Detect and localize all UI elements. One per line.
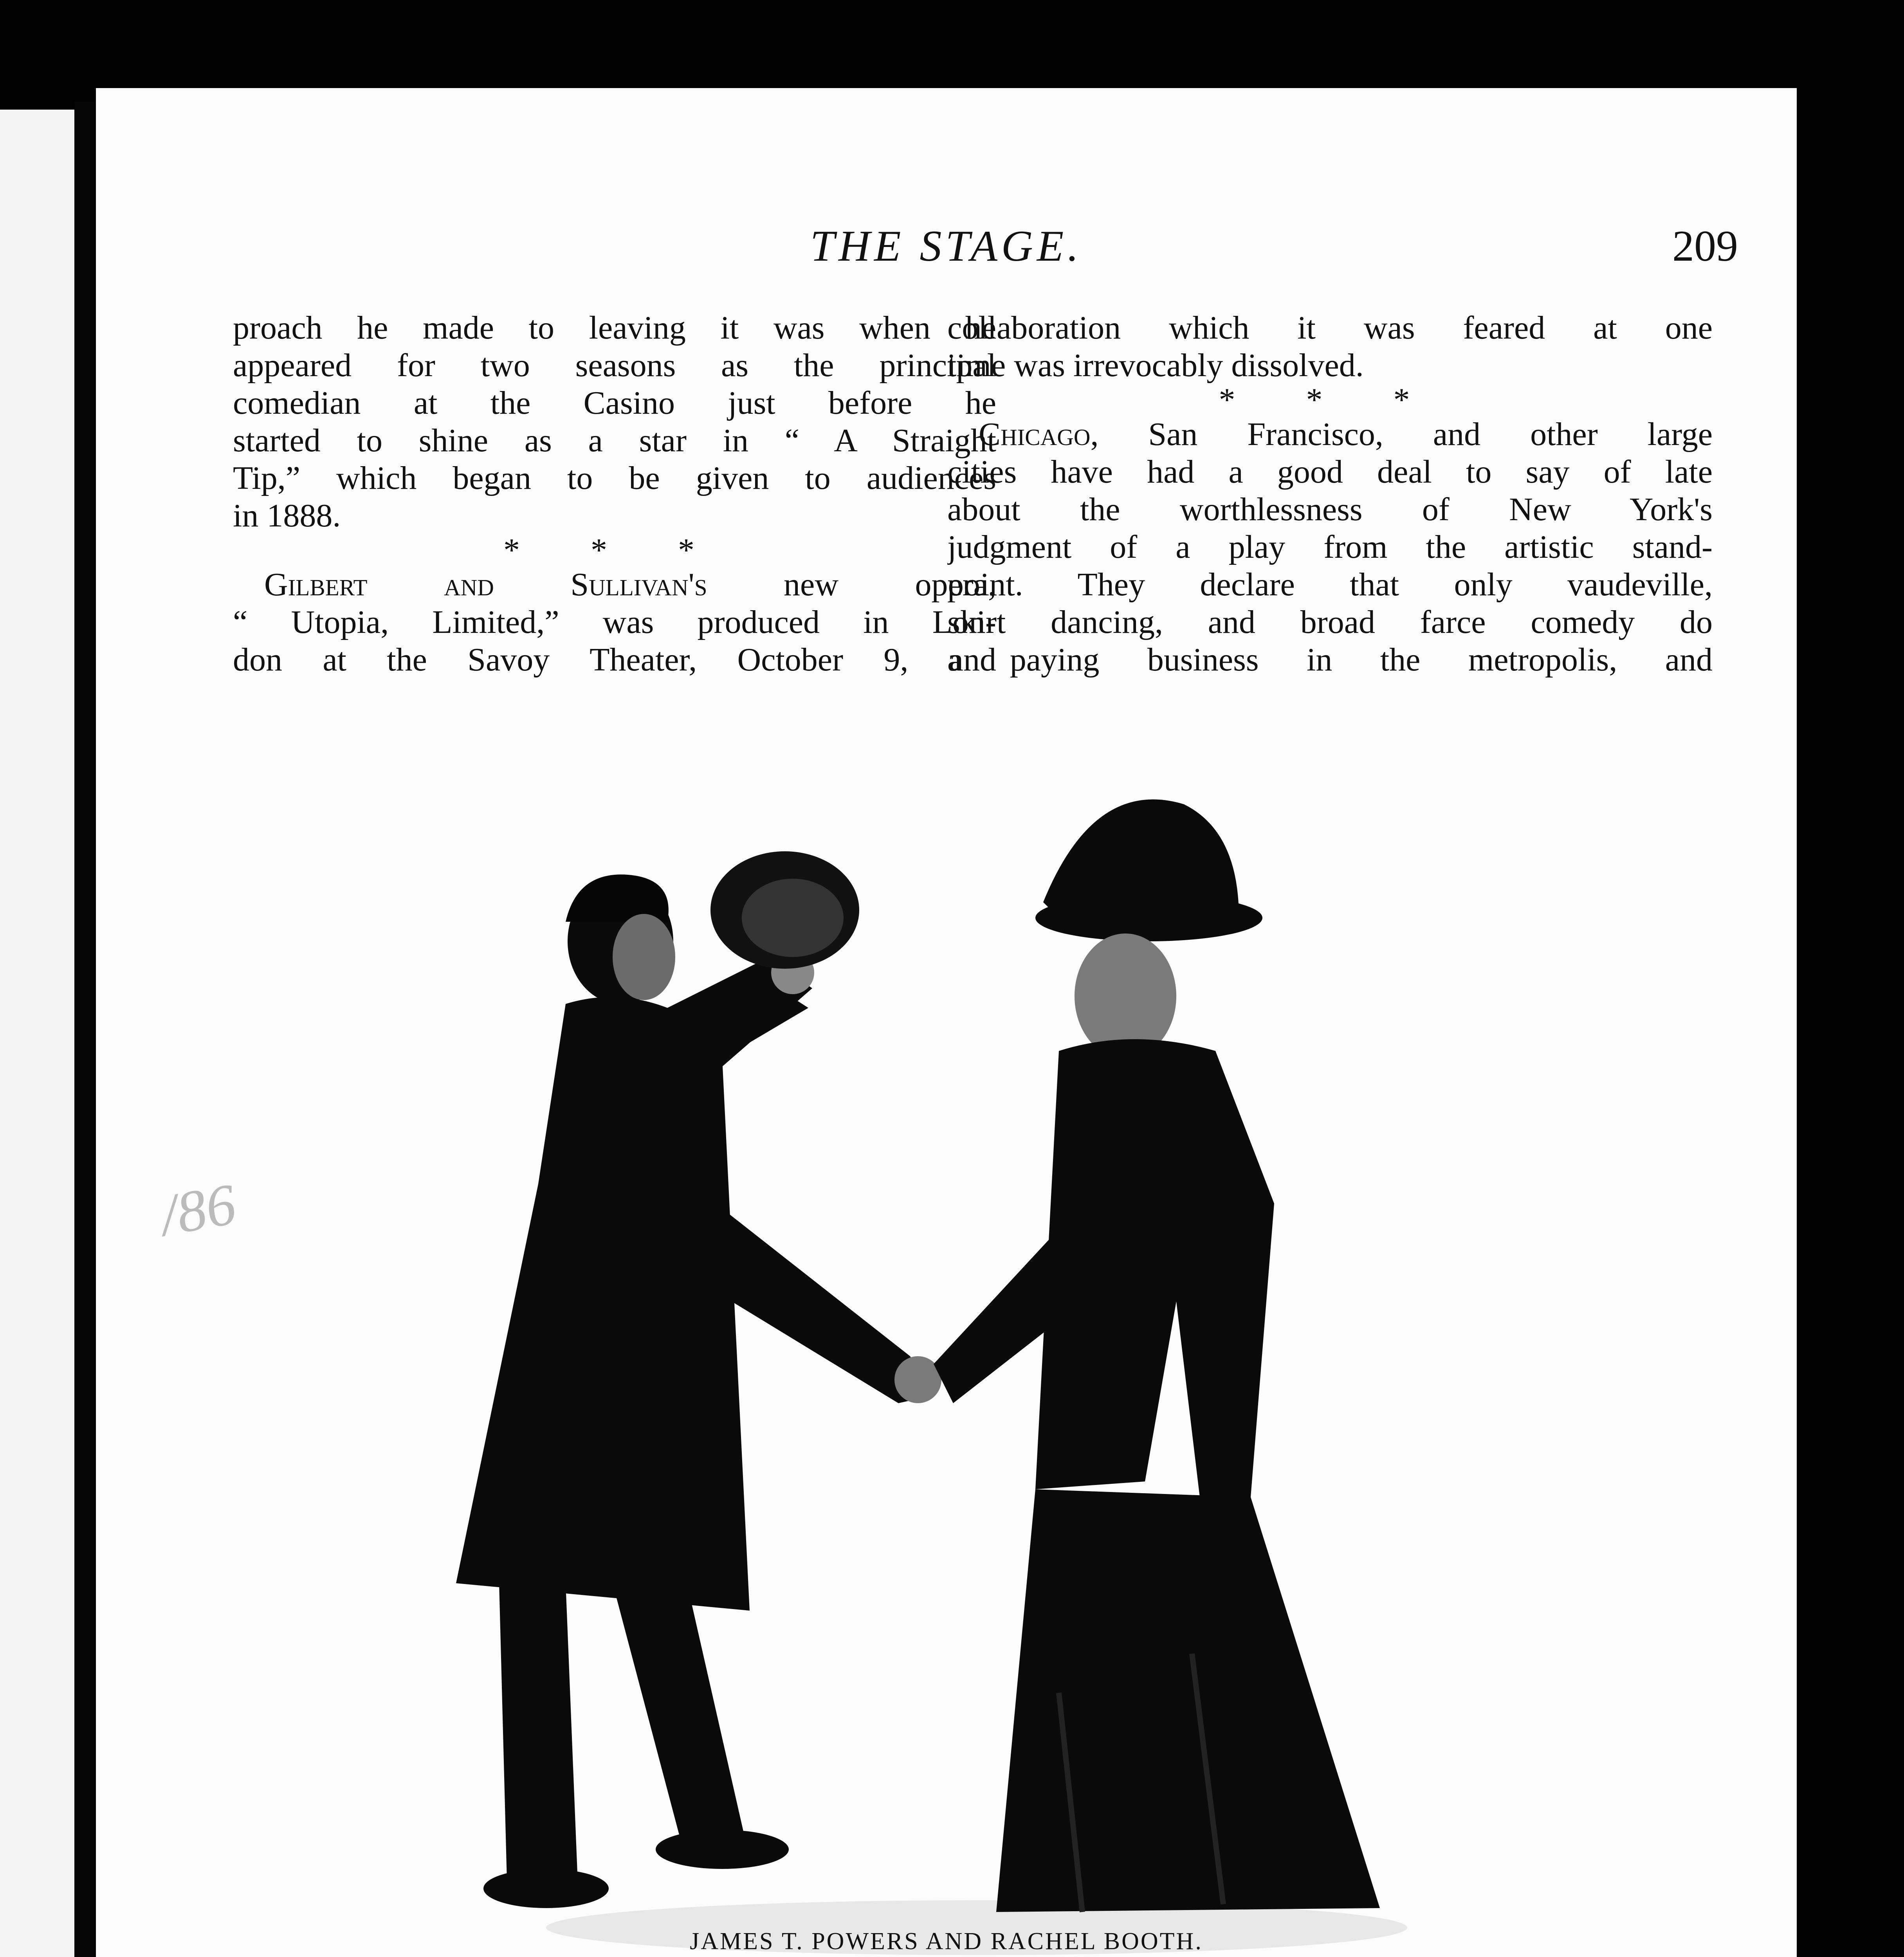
text-line: proach he made to leaving it was when he: [233, 310, 996, 346]
text-line: Chicago, San Francisco, and other large: [979, 416, 1713, 452]
section-break: * * *: [503, 532, 726, 568]
text-line: point. They declare that only vaudeville,: [947, 566, 1713, 603]
pencil-margin-note: /86: [155, 1171, 241, 1249]
photograph-powers-booth: [448, 753, 1505, 1957]
text-line: collaboration which it was feared at one: [947, 310, 1713, 346]
man-figure: [456, 851, 941, 1908]
text-line: judgment of a play from the artistic stand-: [947, 529, 1713, 565]
text-line: Gilbert and Sullivan's new opera,: [264, 566, 996, 603]
text-line: time was irrevocably dissolved.: [947, 347, 1364, 384]
book-gutter: [74, 102, 96, 1957]
text-line: a paying business in the metropolis, and: [947, 642, 1713, 678]
text-line: cities have had a good deal to say of late: [947, 454, 1713, 490]
column-top-right: [947, 309, 1713, 679]
text-line: appeared for two seasons as the principal: [233, 347, 996, 384]
woman-figure: [934, 799, 1380, 1912]
text-line: about the worthlessness of New York's: [947, 491, 1713, 528]
page-number: 209: [1672, 222, 1738, 270]
facing-page-edge: [0, 110, 74, 1957]
magazine-page: [96, 88, 1797, 1957]
lead-in-smallcaps: Chicago,: [979, 416, 1099, 452]
text-line: “ Utopia, Limited,” was produced in Lon-: [233, 604, 996, 640]
column-top-left: [233, 309, 996, 679]
photo-caption: JAMES T. POWERS AND RACHEL BOOTH.: [690, 1928, 1203, 1955]
text-line: started to shine as a star in “ A Straight: [233, 422, 996, 459]
text-line: skirt dancing, and broad farce comedy do: [947, 604, 1713, 640]
text-line: Tip,” which began to be given to audiences: [233, 460, 996, 496]
section-break: * * *: [1219, 382, 1441, 418]
lead-in-smallcaps: Gilbert and Sullivan's: [264, 566, 707, 603]
text-line: in 1888.: [233, 497, 341, 534]
running-head: THE STAGE.: [810, 222, 1083, 270]
text-line: comedian at the Casino just before he: [233, 385, 996, 421]
text-line: don at the Savoy Theater, October 9, and: [233, 642, 996, 678]
